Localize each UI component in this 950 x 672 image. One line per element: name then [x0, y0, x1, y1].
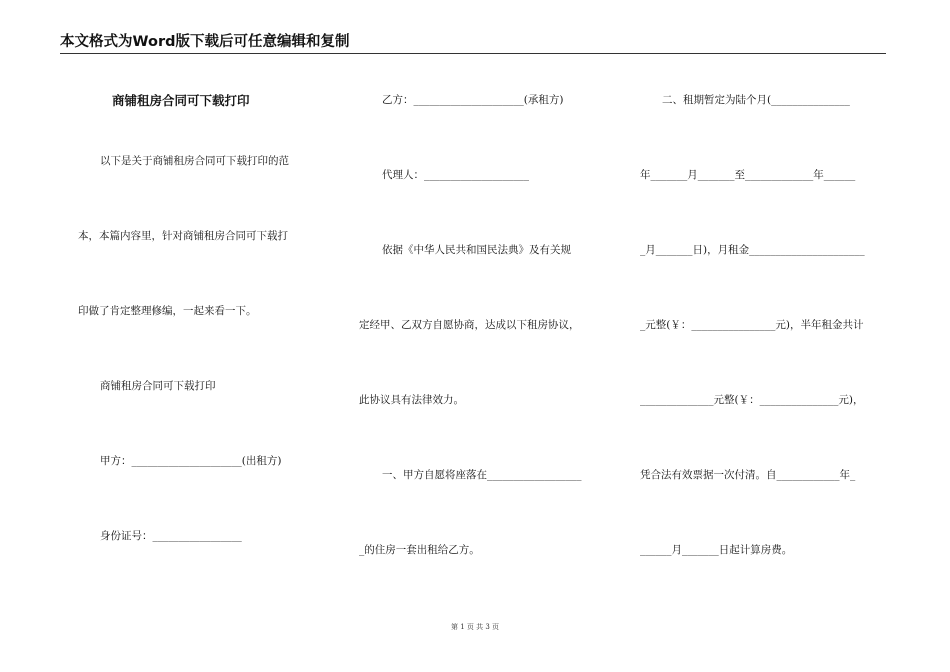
paragraph-line: 此协议具有法律效力。 [359, 394, 464, 406]
paragraph-line: ______________元整(￥：_______________元)， [640, 394, 864, 406]
paragraph-line: _的住房一套出租给乙方。 [359, 544, 480, 556]
document-title: 商铺租房合同可下载打印 [112, 93, 250, 108]
party-a-line: 甲方：_____________________(出租方) [100, 455, 282, 467]
party-b-line: 乙方：_____________________(承租方) [382, 94, 564, 106]
paragraph-line: 年_______月_______至_____________年______ [640, 169, 856, 181]
agent-line: 代理人：____________________ [382, 169, 529, 181]
paragraph-line: ______月_______日起计算房费。 [640, 544, 793, 556]
paragraph-line: 依据《中华人民共和国民法典》及有关规 [382, 244, 571, 256]
paragraph-line: 印做了肯定整理修编，一起来看一下。 [78, 305, 257, 317]
header-text: 本文格式为Word版下载后可任意编辑和复制 [60, 34, 350, 50]
clause-two-line: 二、租期暂定为陆个月(_______________ [662, 94, 850, 106]
paragraph-line: 凭合法有效票据一次付清。自____________年_ [640, 469, 856, 481]
paragraph-line: _月_______日)，月租金______________________ [640, 244, 865, 256]
paragraph-line: _元整(￥：________________元)，半年租金共计 [640, 319, 864, 331]
page-header [60, 33, 886, 54]
id-number-line: 身份证号：_________________ [100, 530, 242, 542]
subtitle-line: 商铺租房合同可下载打印 [100, 380, 216, 392]
clause-one-line: 一、甲方自愿将座落在__________________ [382, 469, 582, 481]
paragraph-line: 定经甲、乙双方自愿协商，达成以下租房协议， [359, 319, 580, 331]
page-footer: 第 1 页 共 3 页 [450, 623, 500, 631]
paragraph-line: 以下是关于商铺租房合同可下载打印的范 [100, 155, 289, 167]
paragraph-line: 本，本篇内容里，针对商铺租房合同可下载打 [78, 230, 288, 242]
